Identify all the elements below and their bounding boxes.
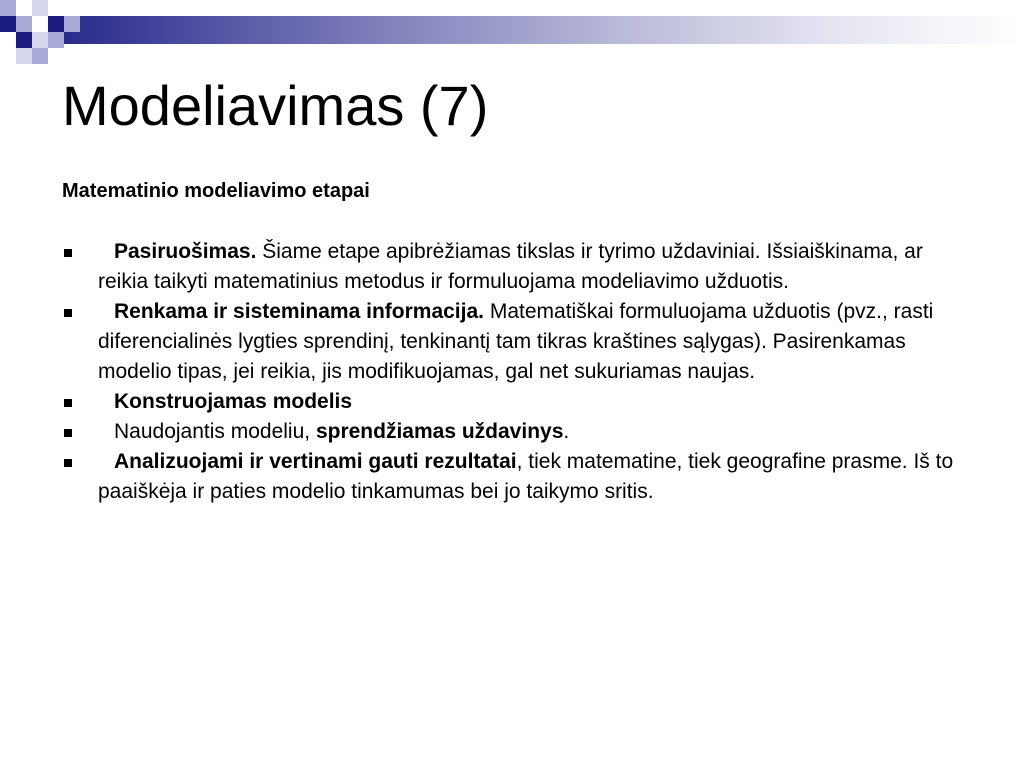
- slide-subtitle: Matematinio modeliavimo etapai: [62, 180, 370, 202]
- decor-square: [16, 32, 32, 48]
- steps-list: [62, 237, 962, 507]
- step-heading: sprendžiamas uždavinys: [315, 420, 564, 443]
- square-bullet-icon: [64, 429, 72, 437]
- square-bullet-icon: [64, 399, 72, 407]
- step-body-end: .: [563, 420, 570, 443]
- step-heading: Renkama ir sisteminama informacija.: [114, 300, 484, 323]
- decor-square: [48, 0, 64, 16]
- decor-square: [16, 48, 32, 64]
- decor-square: [48, 16, 64, 32]
- list-item-text: [98, 447, 962, 507]
- list-item: [62, 417, 962, 447]
- decor-square: [0, 32, 16, 48]
- decor-square: [48, 32, 64, 48]
- list-item: [62, 297, 962, 387]
- step-body: Matematiškai formuluojama užduotis (pvz., rasti diferencialinės lygties sprendinį, tenkinantį tam tikras kraštines sąlygas). Pasirenkamas modelio tipas, jei reikia, jis modifikuojamas, gal net sukuriamas naujas.: [98, 300, 934, 383]
- step-body: Naudojantis modeliu,: [114, 420, 316, 443]
- list-item-text: [98, 417, 962, 447]
- slide-title: Modeliavimas (7): [62, 74, 489, 137]
- step-heading: Konstruojamas modelis: [114, 390, 353, 413]
- decor-square: [32, 48, 48, 64]
- square-bullet-icon: [64, 249, 72, 257]
- decor-square: [64, 16, 80, 32]
- decor-square: [16, 0, 32, 16]
- decor-square: [0, 0, 16, 16]
- decor-square: [16, 16, 32, 32]
- decor-square: [32, 0, 48, 16]
- step-heading: Pasiruošimas.: [114, 240, 257, 263]
- header-gradient-bar: [0, 16, 1024, 44]
- step-body: Šiame etape apibrėžiamas tikslas ir tyrimo uždaviniai. Išsiaiškinama, ar reikia taikyti matematinius metodus ir formuluojama modeliavimo užduotis.: [98, 240, 923, 293]
- step-heading: Analizuojami ir vertinami gauti rezultatai: [114, 450, 517, 473]
- step-body: , tiek matematine, tiek geografine prasme. Iš to paaiškėja ir paties modelio tinkamumas bei jo taikymo sritis.: [98, 450, 954, 503]
- decor-square: [0, 16, 16, 32]
- list-item: [62, 447, 962, 507]
- decor-square: [32, 16, 48, 32]
- decor-square: [32, 32, 48, 48]
- square-bullet-icon: [64, 309, 72, 317]
- list-item-text: [98, 297, 962, 387]
- list-item: [62, 387, 962, 417]
- list-item: [62, 237, 962, 297]
- square-bullet-icon: [64, 459, 72, 467]
- list-item-text: [98, 237, 962, 297]
- list-item-text: [98, 387, 962, 417]
